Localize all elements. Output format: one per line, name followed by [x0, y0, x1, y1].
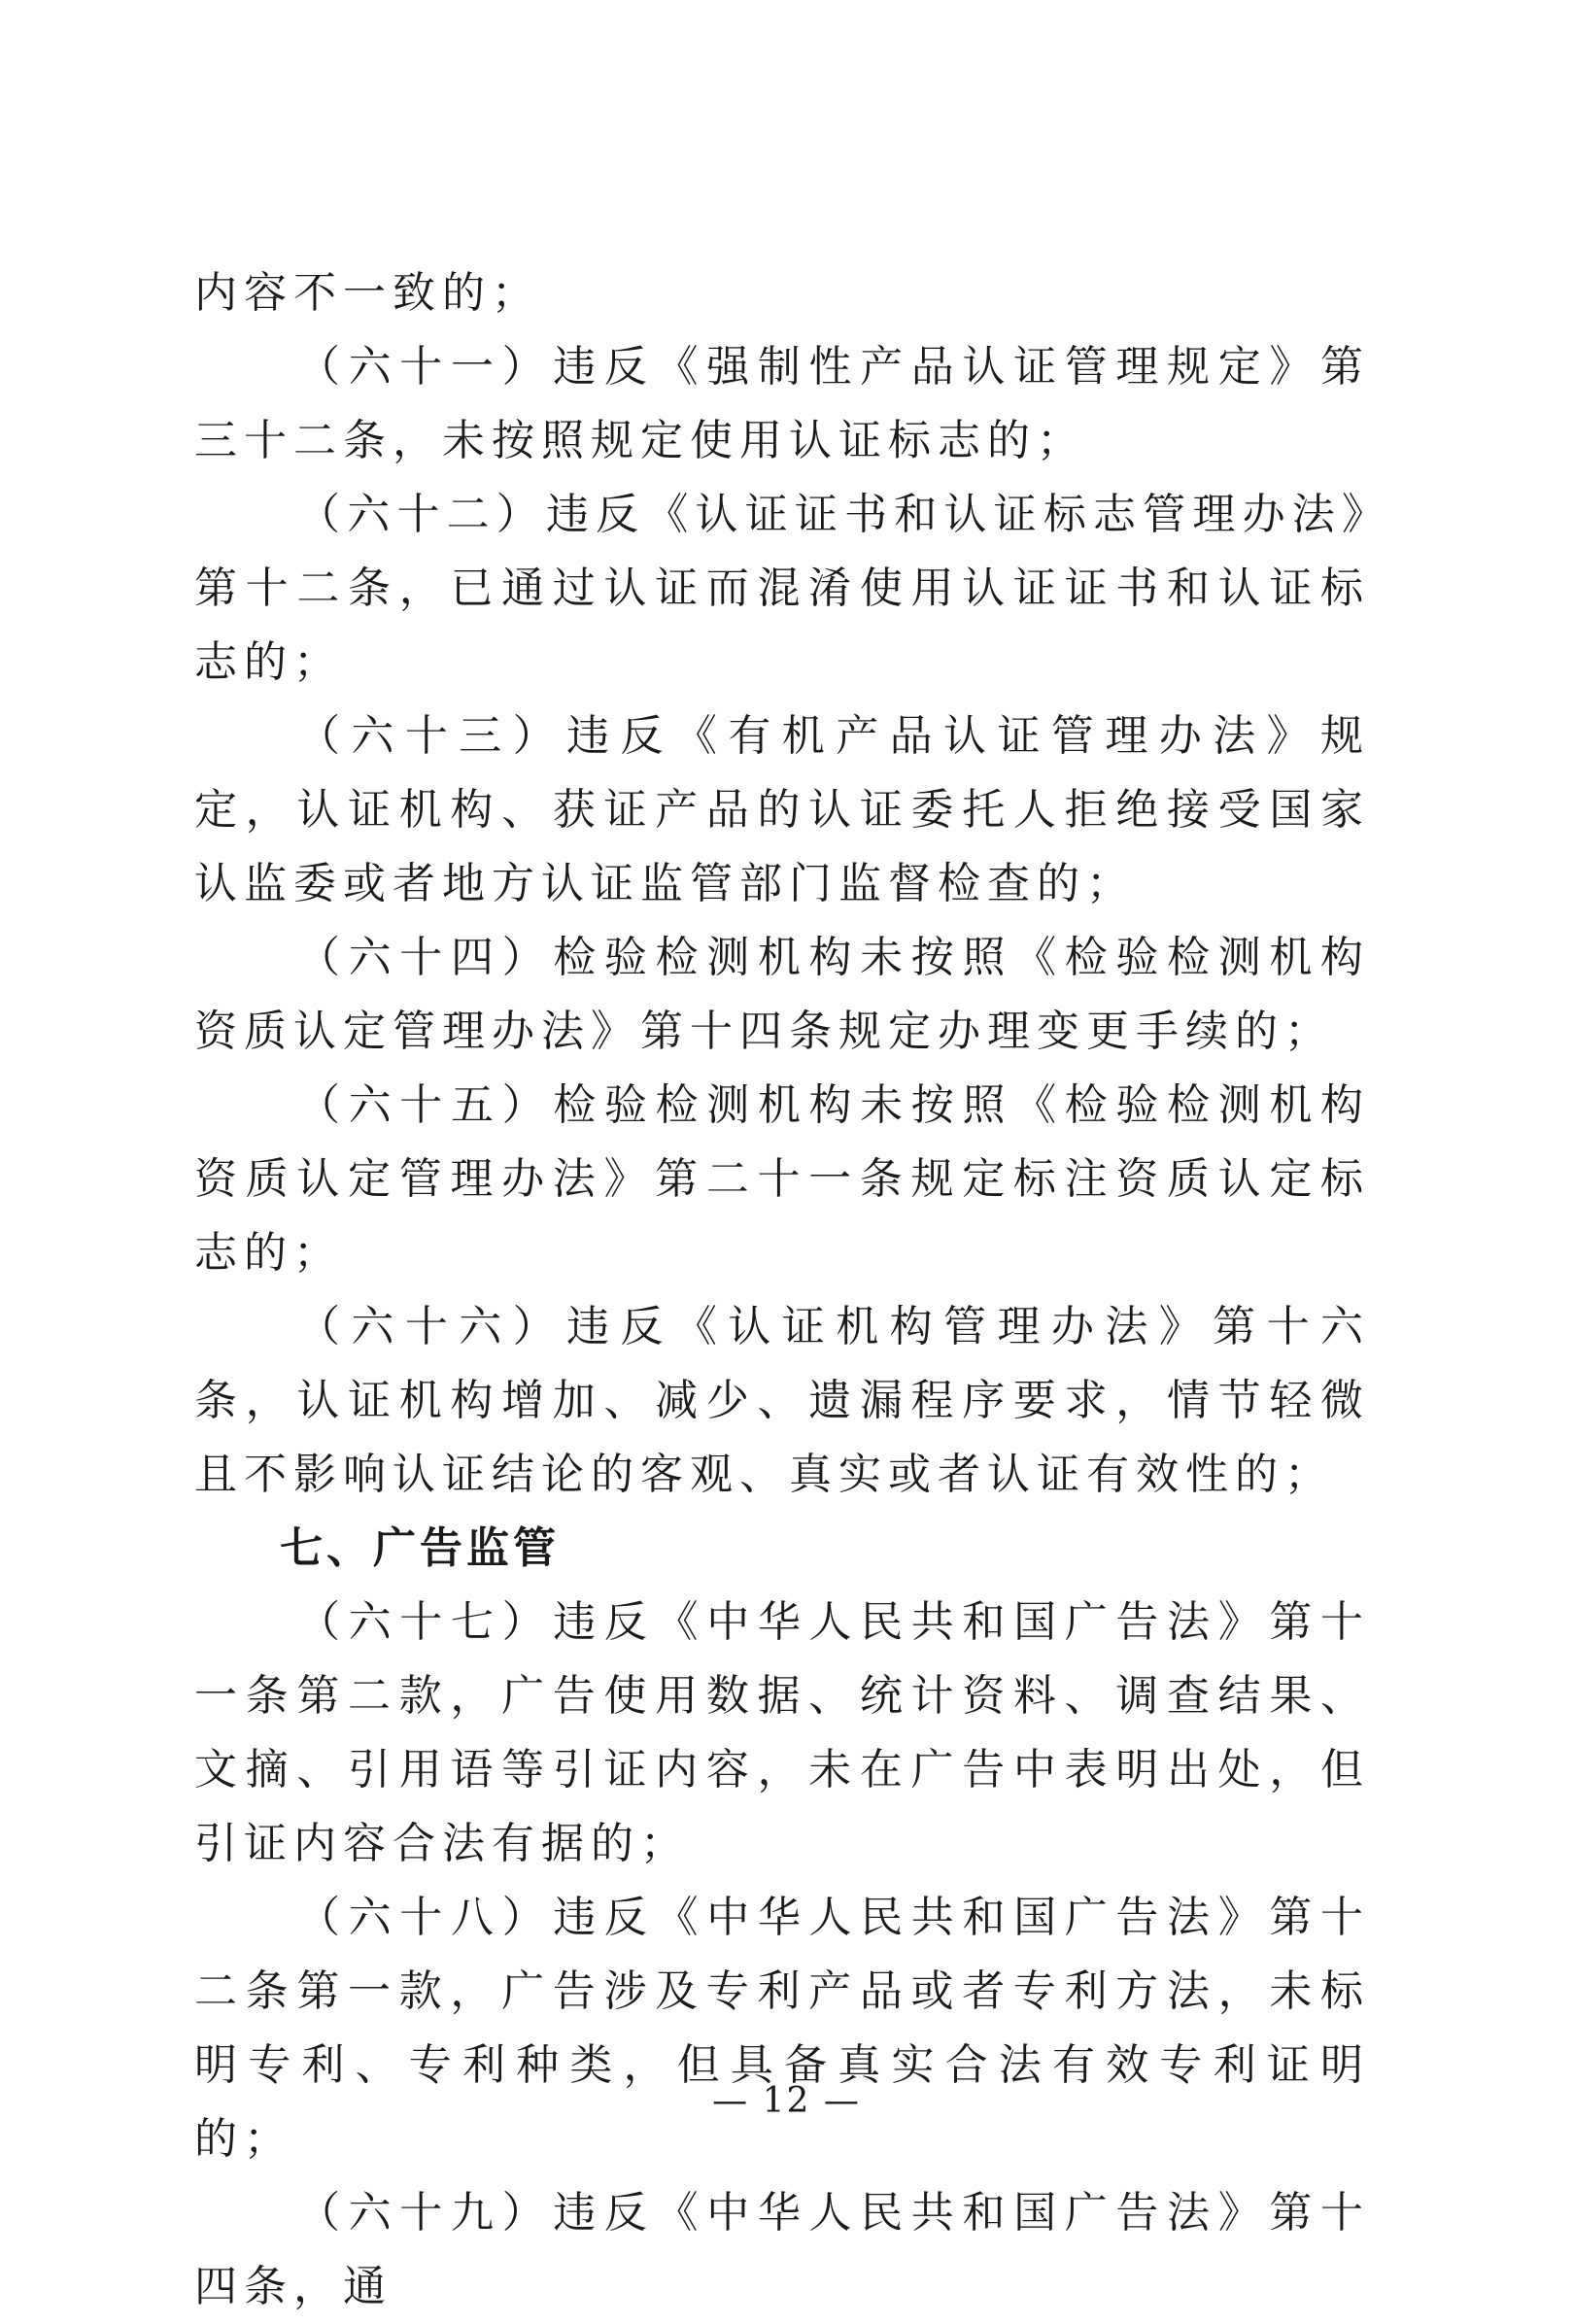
clause-69: （六十九）违反《中华人民共和国广告法》第十四条，通 — [194, 2188, 1370, 2311]
clause-62: （六十二）违反《认证证书和认证标志管理办法》第十二条，已通过认证而混淆使用认证证书和认证标志的； — [194, 490, 1370, 687]
clause-64: （六十四）检验检测机构未按照《检验检测机构资质认定管理办法》第十四条规定办理变更手续的； — [194, 933, 1370, 1056]
clause-63: （六十三）违反《有机产品认证管理办法》规定，认证机构、获证产品的认证委托人拒绝接受国家认监委或者地方认证监管部门监督检查的； — [194, 711, 1370, 908]
clause-66: （六十六）违反《认证机构管理办法》第十六条，认证机构增加、减少、遗漏程序要求，情节轻微且不影响认证结论的客观、真实或者认证有效性的； — [194, 1302, 1370, 1499]
section-heading-advertising: 七、广告监管 — [280, 1523, 560, 1573]
clause-61: （六十一）违反《强制性产品认证管理规定》第三十二条，未按照规定使用认证标志的； — [194, 342, 1370, 465]
clause-67: （六十七）违反《中华人民共和国广告法》第十一条第二款，广告使用数据、统计资料、调查结果、文摘、引用语等引证内容，未在广告中表明出处，但引证内容合法有据的； — [194, 1597, 1370, 1868]
document-body — [194, 256, 1370, 2324]
clause-65: （六十五）检验检测机构未按照《检验检测机构资质认定管理办法》第二十一条规定标注资质认定标志的； — [194, 1080, 1370, 1278]
clause-68: （六十八）违反《中华人民共和国广告法》第十二条第一款，广告涉及专利产品或者专利方法，未标明专利、专利种类，但具备真实合法有效专利证明的； — [194, 1893, 1370, 2164]
paragraph-continuation: 内容不一致的； — [194, 268, 541, 318]
page-number: — 12 — — [712, 2081, 861, 2121]
